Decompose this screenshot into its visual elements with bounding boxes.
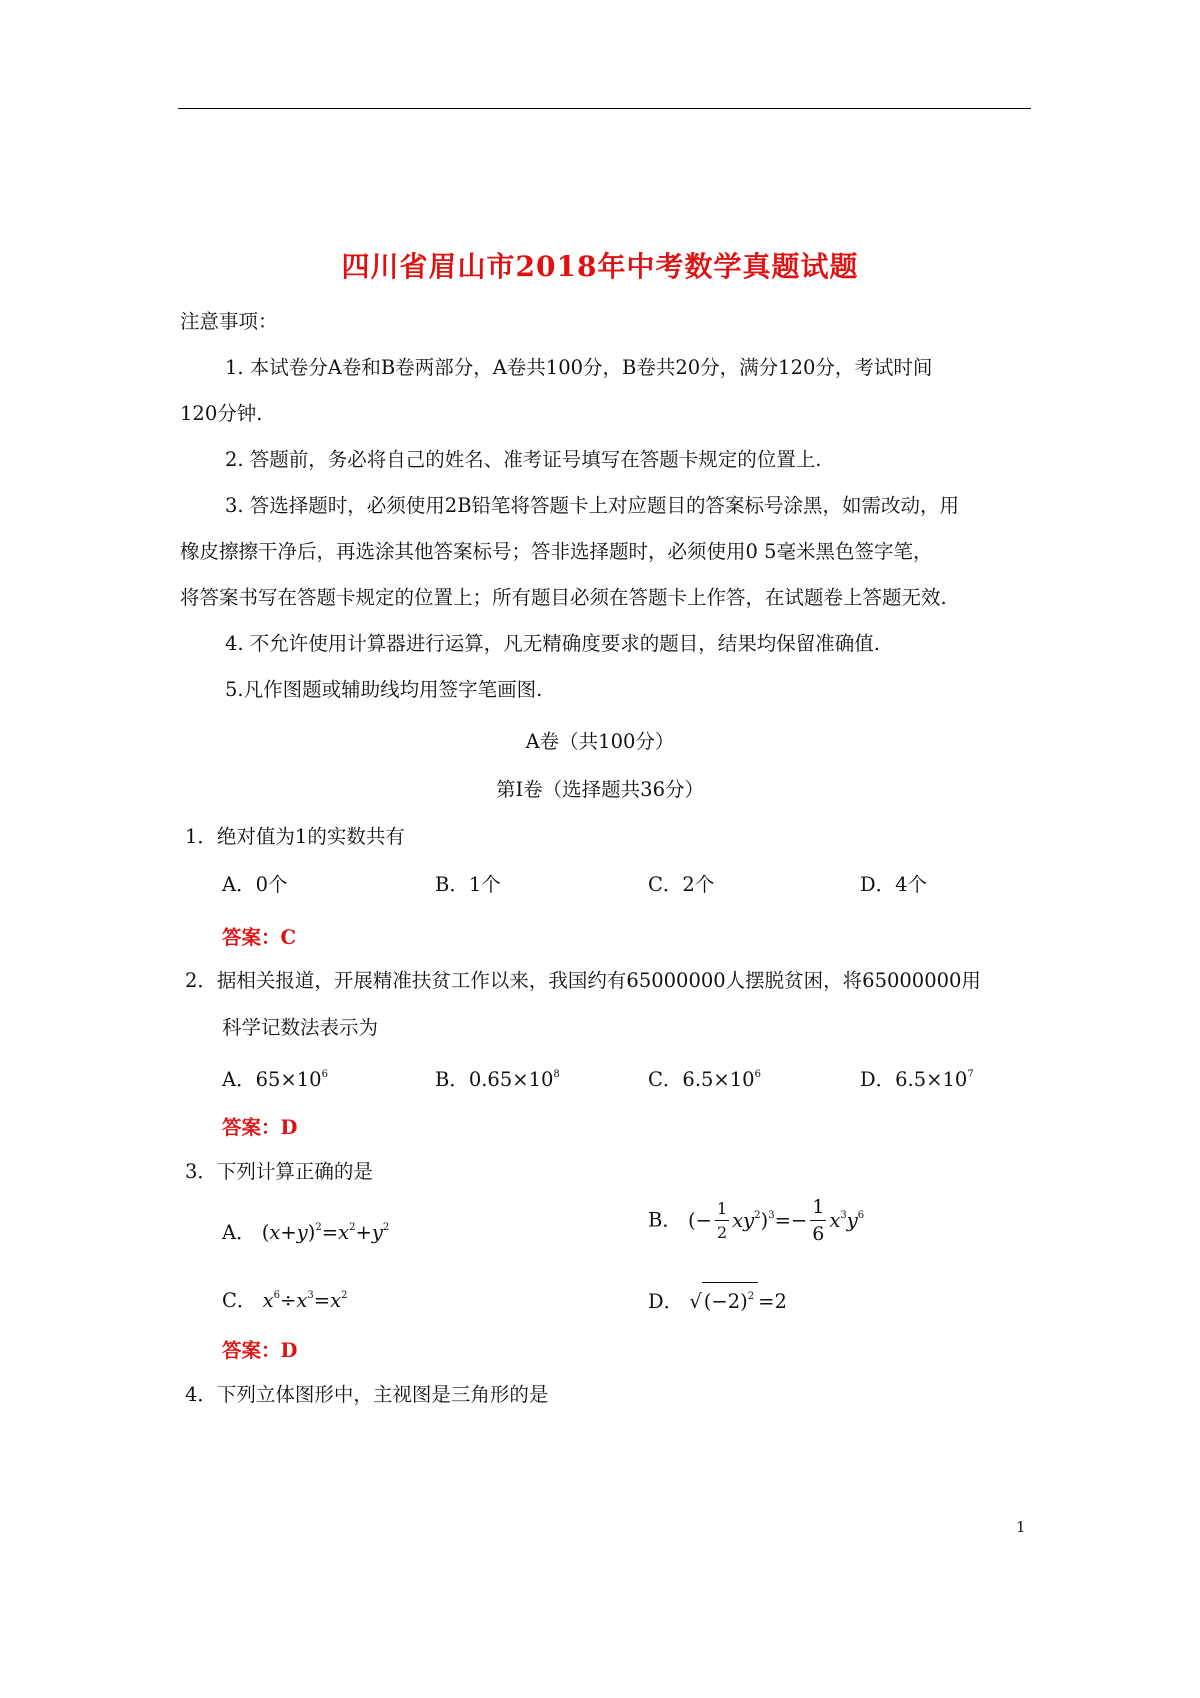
q3-option-b-formula: (− $\frac{1}{2}$ $xy^2)^3=-$ $\frac{1}{6}$ $x^3y^6$ [688,1196,865,1245]
q4-stem: 4．下列立体图形中，主视图是三角形的是 [185,1383,549,1406]
q1-option-d: D．4个 [860,873,928,896]
notice-item-1: 1. 本试卷分A卷和B卷两部分，A卷共100分，B卷共20分，满分120分，考试时间 [225,356,933,379]
q3-option-c-formula: $x^6\div x^3=x^2$ [262,1289,348,1312]
q2-stem: 2．据相关报道，开展精准扶贫工作以来，我国约有65000000人摆脱贫困，将65000000用 [185,969,981,992]
q3-answer: 答案：D [222,1339,298,1362]
q3-option-a-formula: $(x+y)^2=x^2+y^2$ [261,1221,390,1244]
notice-item-5: 5.凡作图题或辅助线均用签字笔画图. [225,678,543,701]
q2-option-d: D．$6.5\times 10^7$ [860,1068,974,1091]
q3-option-d: D． √ $(-2)^2 =2$ [648,1282,787,1316]
page-number: 1 [1016,1518,1026,1536]
q2-option-a: A．$65\times 10^6$ [222,1068,328,1091]
q3-option-d-formula: √ $(-2)^2 =2$ [689,1290,787,1313]
q1-option-a: A．0个 [222,873,288,896]
q1-option-b: B．1个 [435,873,501,896]
q2-answer: 答案：D [222,1116,298,1139]
notice-item-1-cont: 120分钟. [180,402,263,425]
notice-item-4: 4. 不允许使用计算器进行运算，凡无精确度要求的题目，结果均保留准确值. [225,632,881,655]
section-1-heading: 第Ⅰ卷（选择题共36分） [495,778,705,801]
notice-item-3: 3. 答选择题时，必须使用2B铅笔将答题卡上对应题目的答案标号涂黑，如需改动，用 [225,494,960,517]
q3-option-c: C． $x^6\div x^3=x^2$ [222,1289,348,1312]
notice-heading: 注意事项： [180,310,278,333]
q3-option-a: A． $(x+y)^2=x^2+y^2$ [222,1221,390,1244]
notice-item-2: 2. 答题前，务必将自己的姓名、准考证号填写在答题卡规定的位置上. [225,448,822,471]
q2-stem-cont: 科学记数法表示为 [222,1016,379,1039]
header-rule [178,108,1031,109]
q2-option-b: B．$0.65\times 10^8$ [435,1068,560,1091]
notice-item-3-cont: 橡皮擦擦干净后，再选涂其他答案标号；答非选择题时，必须使用0 5毫米黑色签字笔， [180,540,933,563]
q1-option-c: C．2个 [648,873,715,896]
q1-stem: 1．绝对值为1的实数共有 [185,825,405,848]
q3-stem: 3．下列计算正确的是 [185,1160,373,1183]
q3-option-b: B． (− $\frac{1}{2}$ $xy^2)^3=-$ $\frac{1}{6}$ $x^3y^6$ [648,1196,865,1245]
q1-answer: 答案：C [222,926,297,949]
q2-option-c: C．$6.5\times 10^6$ [648,1068,761,1091]
section-a-heading: A卷（共100分） [525,730,675,753]
document-title: 四川省眉山市2018年中考数学真题试题 [341,250,859,283]
notice-item-3-cont2: 将答案书写在答题卡规定的位置上；所有题目必须在答题卡上作答，在试题卷上答题无效. [180,586,947,609]
